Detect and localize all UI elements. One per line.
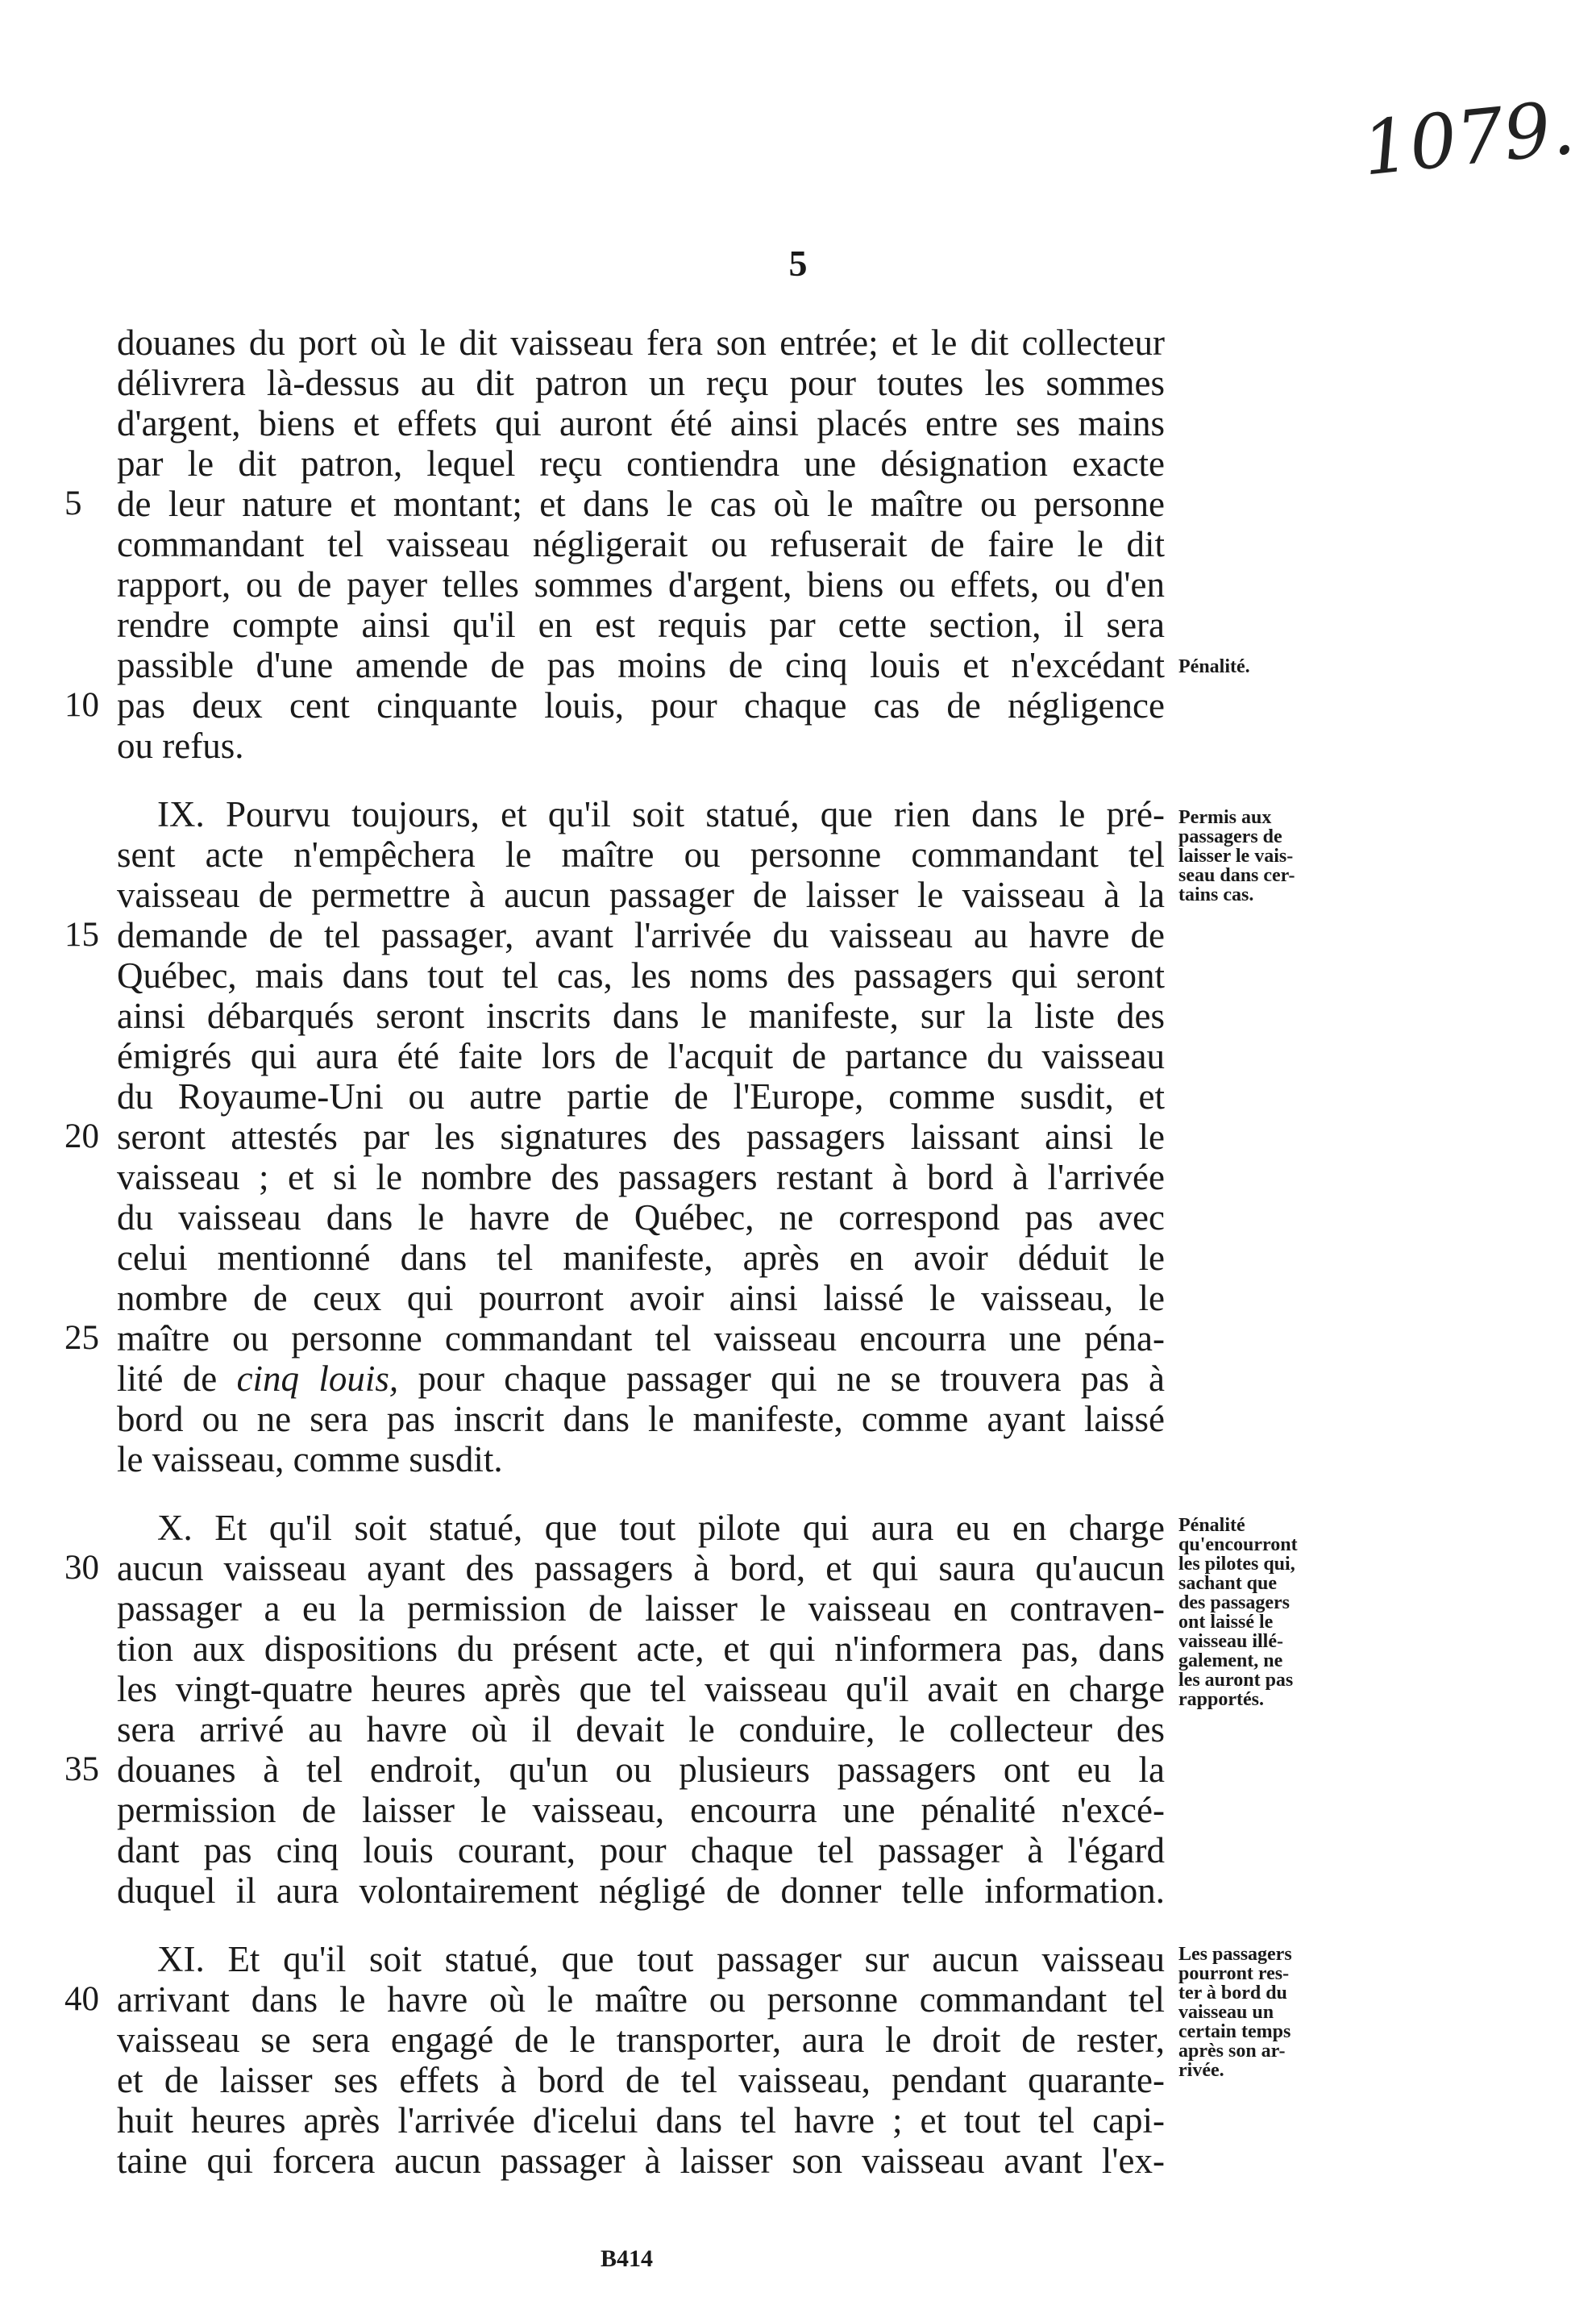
margin-note: vaisseau illé- — [1178, 1631, 1283, 1652]
text-line: délivrera là-dessus au dit patron un reçu pour toutes les sommes — [117, 363, 1165, 403]
text-line: demande de tel passager, avant l'arrivée du vaisseau au havre de — [117, 915, 1165, 955]
margin-note: Les passagers — [1178, 1944, 1292, 1965]
text-line: les vingt-quatre heures après que tel vaisseau qu'il avait en charge — [117, 1669, 1165, 1709]
text-line: aucun vaisseau ayant des passagers à bord, et qui saura qu'aucun — [117, 1548, 1165, 1588]
text-line: du Royaume-Uni ou autre partie de l'Europe, comme susdit, et — [117, 1076, 1165, 1117]
margin-note: les auront pas — [1178, 1670, 1294, 1691]
text-line: maître ou personne commandant tel vaisseau encourra une péna- — [117, 1318, 1165, 1359]
text-line: le vaisseau, comme susdit. — [117, 1439, 503, 1479]
margin-note: Pénalité — [1178, 1515, 1245, 1536]
margin-note: rivée. — [1178, 2060, 1224, 2081]
line-number: 15 — [64, 916, 99, 954]
margin-note: seau dans cer- — [1178, 865, 1295, 886]
text-line: taine qui forcera aucun passager à laisser son vaisseau avant l'ex- — [117, 2141, 1165, 2181]
section-ix-line: IX. Pourvu toujours, et qu'il soit statué, que rien dans le pré- — [157, 794, 1165, 834]
margin-note: ont laissé le — [1178, 1612, 1274, 1633]
text-line: vaisseau de permettre à aucun passager de laisser le vaisseau à la — [117, 875, 1165, 915]
text-line: du vaisseau dans le havre de Québec, ne correspond pas avec — [117, 1197, 1165, 1238]
text-segment: pour chaque passager qui ne se trouvera pas à — [418, 1359, 1166, 1399]
margin-note: pourront res- — [1178, 1963, 1290, 1984]
line-number: 30 — [64, 1549, 99, 1587]
text-segment: lité de — [117, 1359, 218, 1399]
text-line: celui mentionné dans tel manifeste, après en avoir déduit le — [117, 1238, 1165, 1278]
page-number: 5 — [788, 243, 808, 284]
margin-note: laisser le vais- — [1178, 846, 1294, 867]
text-line: par le dit patron, lequel reçu contiendra une désignation exacte — [117, 443, 1165, 484]
text-line: vaisseau ; et si le nombre des passagers restant à bord à l'arrivée — [117, 1157, 1165, 1197]
margin-note: des passagers — [1178, 1592, 1291, 1613]
line-number: 20 — [64, 1117, 99, 1155]
text-line: ou refus. — [117, 726, 244, 766]
text-line-mixed — [117, 1359, 1165, 1399]
section-xi-line: XI. Et qu'il soit statué, que tout passager sur aucun vaisseau — [157, 1939, 1165, 1979]
text-line: sent acte n'empêchera le maître ou personne commandant tel — [117, 834, 1165, 875]
margin-note: Permis aux — [1178, 807, 1272, 828]
margin-note: les pilotes qui, — [1178, 1554, 1295, 1575]
margin-note-penalty: Pénalité. — [1178, 656, 1250, 677]
line-number: 10 — [64, 686, 99, 724]
margin-note: passagers de — [1178, 826, 1282, 847]
text-line: sera arrivé au havre où il devait le conduire, le collecteur des — [117, 1709, 1165, 1750]
text-line: seront attestés par les signatures des passagers laissant ainsi le — [117, 1117, 1165, 1157]
text-line: rendre compte ainsi qu'il en est requis par cette section, il sera — [117, 605, 1165, 645]
line-number: 40 — [64, 1980, 99, 2018]
text-line: permission de laisser le vaisseau, encourra une pénalité n'excé- — [117, 1790, 1165, 1830]
text-line: tion aux dispositions du présent acte, et qui n'informera pas, dans — [117, 1629, 1165, 1669]
text-line: douanes du port où le dit vaisseau fera son entrée; et le dit collecteur — [117, 322, 1165, 363]
text-line: Québec, mais dans tout tel cas, les noms des passagers qui seront — [117, 955, 1165, 996]
text-line: dant pas cinq louis courant, pour chaque tel passager à l'égard — [117, 1830, 1165, 1870]
margin-note: après son ar- — [1178, 2041, 1286, 2062]
margin-note: tains cas. — [1178, 884, 1254, 905]
text-line: vaisseau se sera engagé de le transporter, aura le droit de rester, — [117, 2020, 1165, 2060]
text-line: douanes à tel endroit, qu'un ou plusieurs passagers ont eu la — [117, 1750, 1165, 1790]
margin-note: galement, ne — [1178, 1650, 1283, 1671]
text-line: d'argent, biens et effets qui auront été ainsi placés entre ses mains — [117, 403, 1165, 443]
text-line: nombre de ceux qui pourront avoir ainsi laissé le vaisseau, le — [117, 1278, 1165, 1318]
margin-note: sachant que — [1178, 1573, 1278, 1594]
margin-note: qu'encourront — [1178, 1534, 1298, 1555]
section-x-line: X. Et qu'il soit statué, que tout pilote qui aura eu en charge — [157, 1508, 1165, 1548]
text-line: pas deux cent cinquante louis, pour chaque cas de négligence — [117, 685, 1165, 726]
text-line: duquel il aura volontairement négligé de donner telle information. — [117, 1870, 1165, 1911]
line-number: 25 — [64, 1319, 99, 1357]
margin-note: ter à bord du — [1178, 1983, 1287, 2003]
text-line: bord ou ne sera pas inscrit dans le manifeste, comme ayant laissé — [117, 1399, 1165, 1439]
margin-note: rapportés. — [1178, 1689, 1264, 1710]
italic-amount: cinq louis, — [236, 1359, 399, 1399]
text-line: passager a eu la permission de laisser le vaisseau en contraven- — [117, 1588, 1165, 1629]
signature-mark: B414 — [601, 2245, 654, 2272]
margin-note: vaisseau un — [1178, 2002, 1274, 2023]
text-line: émigrés qui aura été faite lors de l'acquit de partance du vaisseau — [117, 1036, 1165, 1076]
margin-note: certain temps — [1178, 2021, 1291, 2042]
text-line: de leur nature et montant; et dans le cas où le maître ou personne — [117, 484, 1165, 524]
line-number: 5 — [64, 485, 82, 522]
text-line: ainsi débarqués seront inscrits dans le manifeste, sur la liste des — [117, 996, 1165, 1036]
line-number: 35 — [64, 1750, 99, 1788]
text-line: huit heures après l'arrivée d'icelui dans tel havre ; et tout tel capi- — [117, 2100, 1165, 2141]
text-line: commandant tel vaisseau négligerait ou refuserait de faire le dit — [117, 524, 1165, 564]
text-line: et de laisser ses effets à bord de tel vaisseau, pendant quarante- — [117, 2060, 1165, 2100]
text-line: rapport, ou de payer telles sommes d'argent, biens ou effets, ou d'en — [117, 564, 1165, 605]
text-line: passible d'une amende de pas moins de cinq louis et n'excédant — [117, 645, 1165, 685]
folio-number: 1079. — [1358, 84, 1579, 193]
text-line: arrivant dans le havre où le maître ou personne commandant tel — [117, 1979, 1165, 2020]
